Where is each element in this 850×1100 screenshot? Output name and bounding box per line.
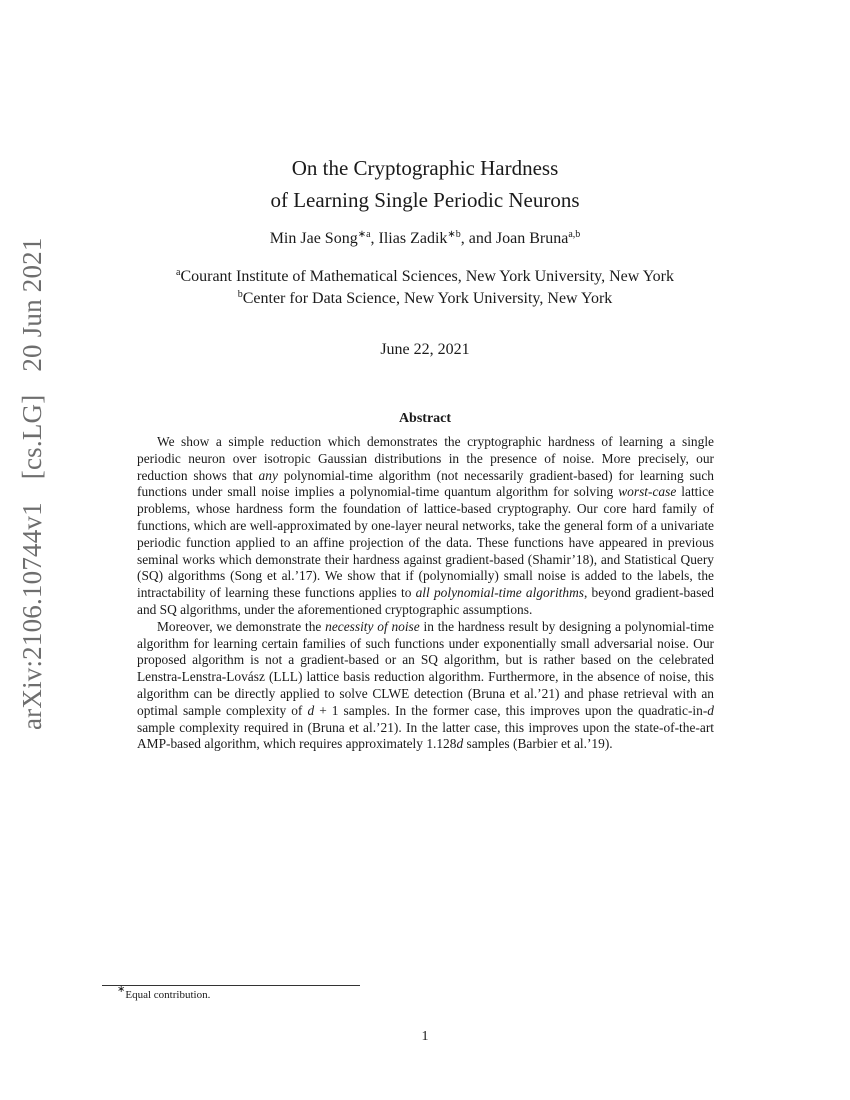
affiliation-mark: b (237, 289, 243, 300)
affiliation-mark: a (175, 267, 181, 278)
affiliation-text: Courant Institute of Mathematical Sciences, New York University, New York (180, 268, 674, 285)
arxiv-date: 20 Jun 2021 (17, 237, 47, 372)
emphasis: necessity of noise (325, 618, 420, 634)
author-name: Joan Bruna (495, 230, 569, 247)
abstract-paragraph: Moreover, we demonstrate the necessity of noise in the hardness result by designing a polynomial-time algorithm for learning certain families of such functions under exponentially small adversarial noise. Our proposed algorithm is not a gradient-based or an SQ algorithm, but is rather based on the celebrated Lenstra-Lenstra-Lovász (LLL) lattice basis reduction algorithm. Furthermore, in the absence of noise, this algorithm can be directly applied to solve CLWE detection (Bruna et al.’21) and phase retrieval with an optimal sample complexity of d + 1 samples. In the former case, this improves upon the quadratic-in-d sample complexity required in (Bruna et al.’21). In the latter case, this improves upon the state-of-the-art AMP-based algorithm, which requires approximately 1.128d samples (Barbier et al.’19). (137, 618, 714, 752)
title-line-2: of Learning Single Periodic Neurons (270, 188, 580, 212)
affiliations (0, 266, 850, 310)
author-mark: a,b (568, 229, 581, 240)
author-separator: , and (460, 230, 496, 247)
arxiv-identifier-stamp (12, 237, 52, 730)
abstract-paragraph: We show a simple reduction which demonstrates the cryptographic hardness of learning a single periodic neuron over isotropic Gaussian distributions in the presence of noise. More precisely, our reduction shows that any polynomial-time algorithm (not necessarily gradient-based) for learning such functions under small noise implies a polynomial-time quantum algorithm for solving worst-case lattice problems, whose hardness form the foundation of lattice-based cryptography. Our core hard family of functions, which are well-approximated by one-layer neural networks, take the general form of a univariate periodic function applied to an affine projection of the data. These functions have appeared in previous seminal works which demonstrate their hardness against gradient-based (Shamir’18), and Statistical Query (SQ) algorithms (Song et al.’17). We show that if (polynomially) small noise is added to the labels, the intractability of learning these functions applies to all polynomial-time algorithms, beyond gradient-based and SQ algorithms, under the aforementioned cryptographic assumptions. (137, 434, 714, 617)
emphasis: worst-case (618, 484, 677, 500)
author-separator: , (370, 230, 379, 247)
footnote-divider (102, 985, 360, 986)
affiliation (0, 266, 850, 288)
footnote (117, 984, 211, 1001)
abstract-heading: Abstract (398, 411, 452, 426)
paper-title (0, 152, 850, 216)
affiliation (0, 288, 850, 310)
author-mark: ∗b (447, 229, 461, 240)
arxiv-category: [cs.LG] (17, 394, 47, 480)
footnote-text: Equal contribution. (125, 989, 211, 1001)
author-mark: ∗a (357, 229, 371, 240)
math-variable: d (456, 736, 464, 752)
author-name: Min Jae Song (269, 230, 358, 247)
emphasis: all polynomial-time algorithms (415, 585, 584, 601)
arxiv-id: arXiv:2106.10744v1 (17, 502, 47, 730)
math-variable: d (307, 702, 315, 718)
author-list (0, 230, 850, 248)
math-variable: d (707, 702, 714, 718)
emphasis: any (258, 467, 278, 483)
title-line-1: On the Cryptographic Hardness (291, 156, 559, 180)
abstract-body (137, 434, 714, 753)
page-number: 1 (421, 1029, 429, 1044)
publication-date: June 22, 2021 (380, 341, 470, 358)
footnote-mark: ∗ (117, 984, 126, 995)
affiliation-text: Center for Data Science, New York University, New York (242, 290, 613, 307)
author-name: Ilias Zadik (378, 230, 448, 247)
